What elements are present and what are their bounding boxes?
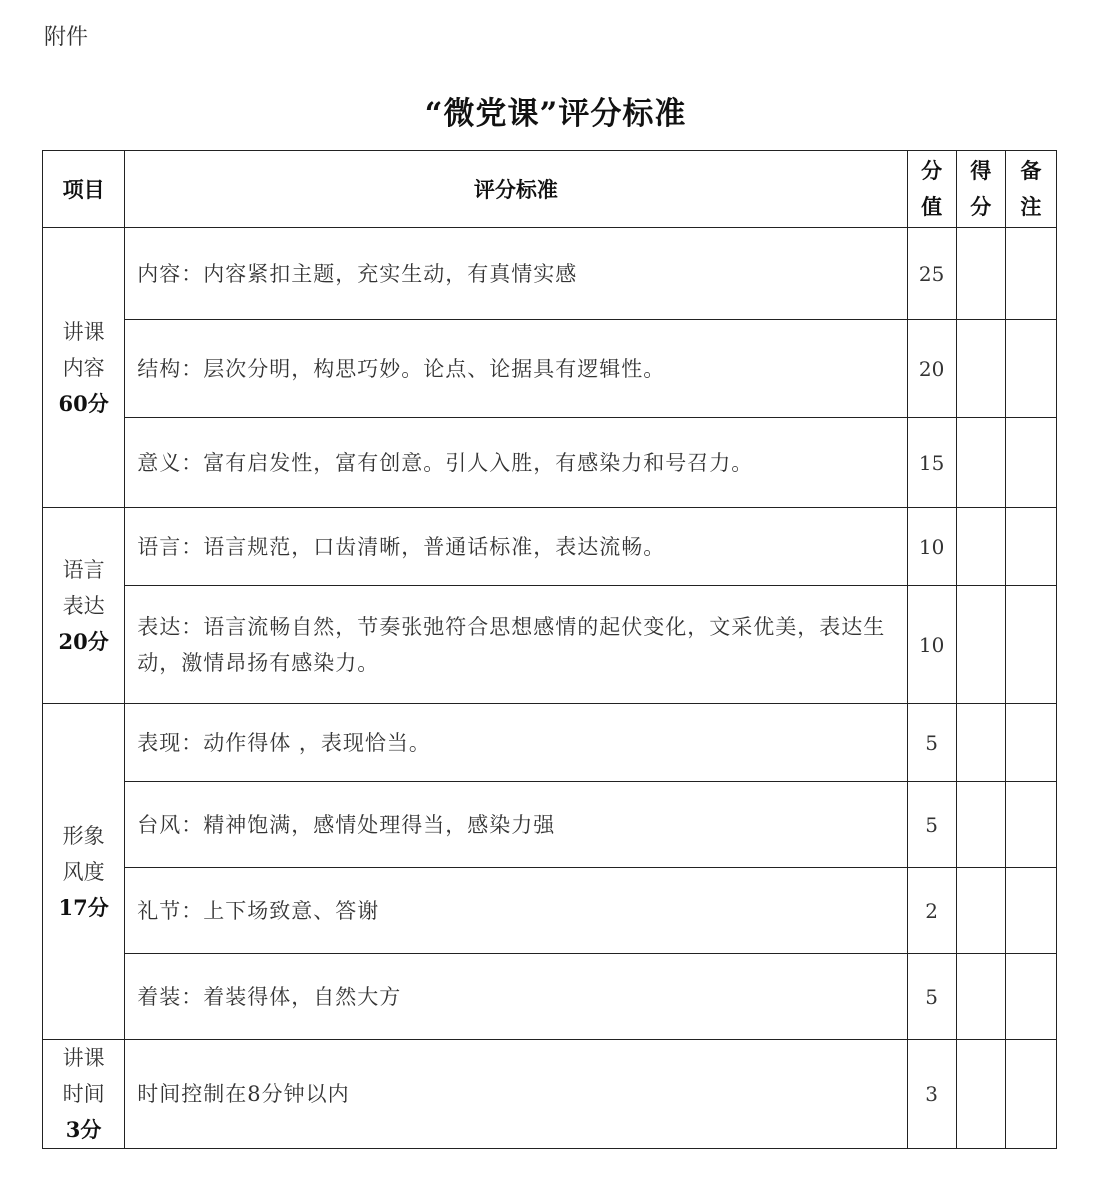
points-cell: 10	[907, 586, 956, 704]
points-cell: 3	[907, 1040, 956, 1149]
table-row	[43, 1040, 1057, 1149]
category-name-line: 语言	[62, 557, 105, 582]
remark-cell[interactable]	[1005, 508, 1056, 586]
score-cell[interactable]	[956, 782, 1005, 868]
remark-cell[interactable]	[1005, 228, 1056, 320]
table-header-row	[43, 151, 1057, 228]
score-cell[interactable]	[956, 418, 1005, 508]
header-remark-char-2: 注	[1020, 194, 1042, 219]
header-points	[907, 151, 956, 228]
category-name-line: 内容	[62, 355, 105, 380]
header-points-char-1: 分	[921, 158, 943, 183]
header-criteria: 评分标准	[125, 151, 907, 228]
category-cell-image-demeanor	[43, 704, 125, 1040]
table-row	[43, 418, 1057, 508]
table-row	[43, 320, 1057, 418]
points-cell: 15	[907, 418, 956, 508]
points-cell: 20	[907, 320, 956, 418]
criteria-cell: 台风：精神饱满，感情处理得当，感染力强	[125, 782, 907, 868]
category-name-line: 形象	[62, 823, 105, 848]
points-cell: 10	[907, 508, 956, 586]
header-remark-char-1: 备	[1020, 158, 1042, 183]
score-cell[interactable]	[956, 586, 1005, 704]
category-points: 20分	[58, 628, 109, 654]
attachment-label: 附件	[44, 25, 89, 50]
criteria-cell: 礼节：上下场致意、答谢	[125, 868, 907, 954]
points-cell: 2	[907, 868, 956, 954]
points-cell: 25	[907, 228, 956, 320]
criteria-cell: 内容：内容紧扣主题，充实生动，有真情实感	[125, 228, 907, 320]
score-cell[interactable]	[956, 228, 1005, 320]
score-cell[interactable]	[956, 868, 1005, 954]
category-cell-lecture-content	[43, 228, 125, 508]
category-points: 3分	[65, 1117, 102, 1142]
points-cell: 5	[907, 782, 956, 868]
remark-cell[interactable]	[1005, 418, 1056, 508]
remark-cell[interactable]	[1005, 704, 1056, 782]
criteria-cell: 结构：层次分明，构思巧妙。论点、论据具有逻辑性。	[125, 320, 907, 418]
document-title: “微党课”评分标准	[424, 96, 687, 132]
table-row	[43, 868, 1057, 954]
score-cell[interactable]	[956, 1040, 1005, 1149]
category-name-line: 讲课	[62, 319, 105, 344]
remark-cell[interactable]	[1005, 868, 1056, 954]
criteria-cell: 着装：着装得体，自然大方	[125, 954, 907, 1040]
criteria-cell: 表达：语言流畅自然，节奏张弛符合思想感情的起伏变化，文采优美，表达生动，激情昂扬有感染力。	[125, 586, 907, 704]
category-name-line: 表达	[62, 593, 105, 618]
header-score	[956, 151, 1005, 228]
header-points-char-2: 值	[921, 194, 943, 219]
category-name-line: 时间	[62, 1082, 105, 1106]
header-item: 项目	[43, 151, 125, 228]
remark-cell[interactable]	[1005, 586, 1056, 704]
table-row	[43, 954, 1057, 1040]
criteria-cell: 时间控制在8分钟以内	[125, 1040, 907, 1149]
category-points: 17分	[58, 894, 109, 920]
criteria-cell: 语言：语言规范，口齿清晰，普通话标准，表达流畅。	[125, 508, 907, 586]
table-row	[43, 508, 1057, 586]
header-remark	[1005, 151, 1056, 228]
header-score-char-2: 分	[970, 194, 992, 219]
scoring-table	[42, 150, 1057, 1149]
points-cell: 5	[907, 954, 956, 1040]
remark-cell[interactable]	[1005, 320, 1056, 418]
table-row	[43, 228, 1057, 320]
score-cell[interactable]	[956, 704, 1005, 782]
table-row	[43, 704, 1057, 782]
table-row	[43, 782, 1057, 868]
criteria-cell: 表现：动作得体 ，表现恰当。	[125, 704, 907, 782]
score-cell[interactable]	[956, 320, 1005, 418]
points-cell: 5	[907, 704, 956, 782]
remark-cell[interactable]	[1005, 782, 1056, 868]
score-cell[interactable]	[956, 508, 1005, 586]
category-cell-lecture-time	[43, 1040, 125, 1149]
category-name-line: 风度	[62, 859, 105, 884]
table-row	[43, 586, 1057, 704]
score-cell[interactable]	[956, 954, 1005, 1040]
criteria-cell: 意义：富有启发性，富有创意。引人入胜，有感染力和号召力。	[125, 418, 907, 508]
header-score-char-1: 得	[970, 158, 992, 183]
category-name-line: 讲课	[62, 1046, 105, 1070]
category-points: 60分	[58, 390, 109, 416]
remark-cell[interactable]	[1005, 1040, 1056, 1149]
category-cell-language-expression	[43, 508, 125, 704]
remark-cell[interactable]	[1005, 954, 1056, 1040]
